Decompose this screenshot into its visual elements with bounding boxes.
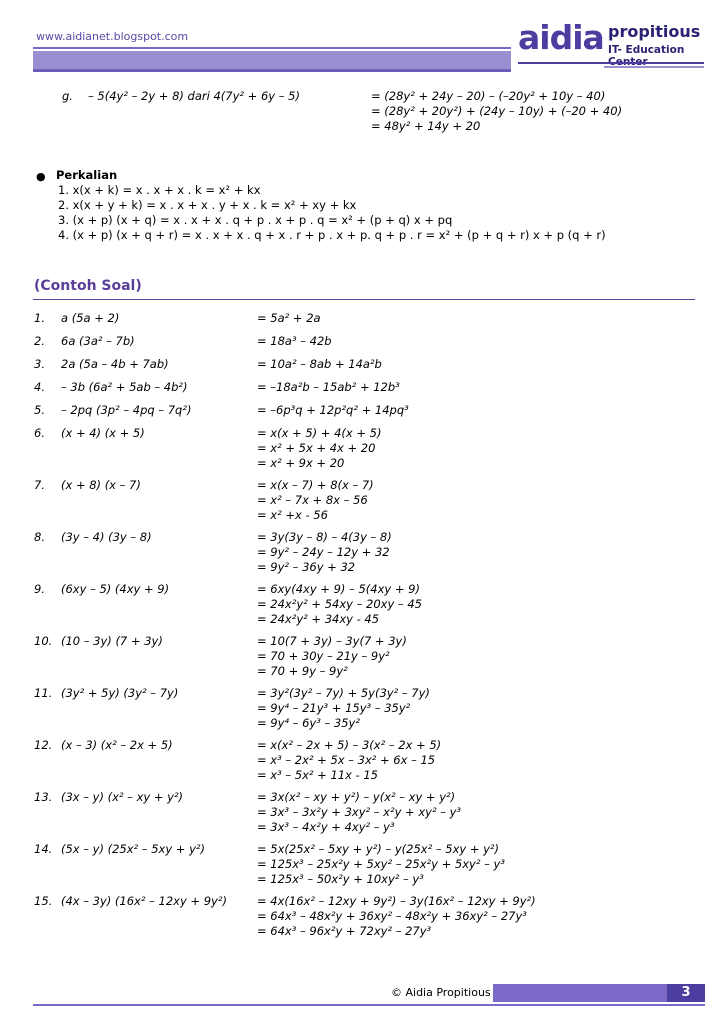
example-step: = 5x(25x² – 5xy + y²) – y(25x² – 5xy + y²) [257,842,500,856]
example-problem: (6xy – 5) (4xy + 9) [61,582,170,596]
example-number: 14. [34,842,53,856]
example-step: = 64x³ – 96x²y + 72xy² – 27y³ [257,924,432,938]
footer-rule [33,1004,705,1006]
perkalian-rule: 3. (x + p) (x + q) = x . x + x . q + p . x + p . q = x² + (p + q) x + pq [58,213,453,227]
example-step: = x² + 5x + 4x + 20 [257,441,376,455]
example-step: = x² + 9x + 20 [257,456,345,470]
logo-underline [518,62,704,64]
example-problem: – 3b (6a² + 5ab – 4b²) [61,380,188,394]
example-step: = x² +x - 56 [257,508,328,522]
example-problem: (3x – y) (x² – xy + y²) [61,790,184,804]
example-step: = 18a³ – 42b [257,334,332,348]
example-step: = x(x + 5) + 4(x + 5) [257,426,382,440]
example-step: = 10a² – 8ab + 14a²b [257,357,382,371]
header-url[interactable]: www.aidianet.blogspot.com [36,30,189,43]
header-bar [33,47,511,49]
example-number: 6. [34,426,45,440]
bullet-icon: ● [36,170,46,183]
example-step: = x³ – 5x² + 11x - 15 [257,768,378,782]
example-problem: (3y² + 5y) (3y² – 7y) [61,686,179,700]
example-step: = 3x³ – 3x²y + 3xy² – x²y + xy² – y³ [257,805,462,819]
perkalian-rule: 1. x(x + k) = x . x + x . k = x² + kx [58,183,261,197]
example-step: = x(x² – 2x + 5) – 3(x² – 2x + 5) [257,738,442,752]
example-step: = 5a² + 2a [257,311,321,325]
example-number: 13. [34,790,53,804]
perkalian-rule: 4. (x + p) (x + q + r) = x . x + x . q + x . r + p . x + p. q + p . r = x² + (p + q + r) x + p (q + r) [58,228,606,242]
example-number: 11. [34,686,53,700]
example-problem: – 2pq (3p² – 4pq – 7q²) [61,403,192,417]
example-number: 9. [34,582,45,596]
example-step: = 10(7 + 3y) – 3y(7 + 3y) [257,634,407,648]
example-step: = –6p³q + 12p²q² + 14pq³ [257,403,409,417]
section-title: (Contoh Soal) [34,278,142,294]
example-step: = 9y⁴ – 6y³ – 35y² [257,716,360,730]
example-problem: (3y – 4) (3y – 8) [61,530,152,544]
example-step: = 9y² – 36y + 32 [257,560,356,574]
example-number: 7. [34,478,45,492]
example-step: = 24x²y² + 34xy - 45 [257,612,380,626]
example-number: 15. [34,894,53,908]
example-step: = x² – 7x + 8x – 56 [257,493,368,507]
example-problem: (4x – 3y) (16x² – 12xy + 9y²) [61,894,227,908]
example-step: = 6xy(4xy + 9) – 5(4xy + 9) [257,582,420,596]
example-number: 10. [34,634,53,648]
logo-underline-secondary [604,66,704,68]
example-step: = x³ – 2x² + 5x – 3x² + 6x – 15 [257,753,436,767]
logo-main-text: aidia [518,18,604,57]
item-step: = (28y² + 24y – 20) – (–20y² + 10y – 40) [371,89,606,103]
example-number: 4. [34,380,45,394]
example-step: = –18a²b – 15ab² + 12b³ [257,380,400,394]
example-problem: (5x – y) (25x² – 5xy + y²) [61,842,205,856]
footer-bar [493,984,667,1002]
example-number: 5. [34,403,45,417]
footer-copyright: © Aidia Propitious [391,986,491,999]
example-problem: (x + 4) (x + 5) [61,426,145,440]
item-step: = 48y² + 14y + 20 [371,119,481,133]
example-step: = 125x³ – 50x²y + 10xy² – y³ [257,872,424,886]
example-problem: (10 – 3y) (7 + 3y) [61,634,163,648]
header-band-bottom [33,69,511,72]
example-step: = 3y(3y – 8) – 4(3y – 8) [257,530,392,544]
logo-tagline: IT- Education [608,44,685,56]
example-problem: (x – 3) (x² – 2x + 5) [61,738,173,752]
item-problem: – 5(4y² – 2y + 8) dari 4(7y² + 6y – 5) [88,89,300,103]
example-step: = x(x – 7) + 8(x – 7) [257,478,374,492]
example-step: = 64x³ – 48x²y + 36xy² – 48x²y + 36xy² – 27y³ [257,909,527,923]
example-step: = 9y⁴ – 21y³ + 15y³ – 35y² [257,701,411,715]
section-title-rule [33,299,695,300]
example-problem: (x + 8) (x – 7) [61,478,141,492]
aidia-logo [518,18,704,72]
example-step: = 4x(16x² – 12xy + 9y²) – 3y(16x² – 12xy + 9y²) [257,894,536,908]
example-step: = 9y² – 24y – 12y + 32 [257,545,390,559]
example-step: = 3y²(3y² – 7y) + 5y(3y² – 7y) [257,686,430,700]
header-band [33,51,511,69]
example-problem: 6a (3a² – 7b) [61,334,135,348]
example-number: 12. [34,738,53,752]
item-letter: g. [62,89,73,103]
example-step: = 125x³ – 25x²y + 5xy² – 25x²y + 5xy² – y³ [257,857,505,871]
perkalian-heading: Perkalian [56,168,118,182]
page-number: 3 [667,984,705,1002]
item-step: = (28y² + 20y²) + (24y – 10y) + (–20 + 40) [371,104,623,118]
perkalian-rule: 2. x(x + y + k) = x . x + x . y + x . k = x² + xy + kx [58,198,357,212]
example-number: 2. [34,334,45,348]
example-problem: a (5a + 2) [61,311,120,325]
example-number: 3. [34,357,45,371]
example-number: 1. [34,311,45,325]
example-step: = 3x(x² – xy + y²) – y(x² – xy + y²) [257,790,456,804]
example-step: = 24x²y² + 54xy – 20xy – 45 [257,597,422,611]
logo-brand-text: propitious [608,22,701,41]
example-step: = 70 + 30y – 21y – 9y² [257,649,390,663]
example-number: 8. [34,530,45,544]
example-step: = 3x³ – 4x²y + 4xy² – y³ [257,820,395,834]
example-step: = 70 + 9y – 9y² [257,664,348,678]
example-problem: 2a (5a – 4b + 7ab) [61,357,169,371]
